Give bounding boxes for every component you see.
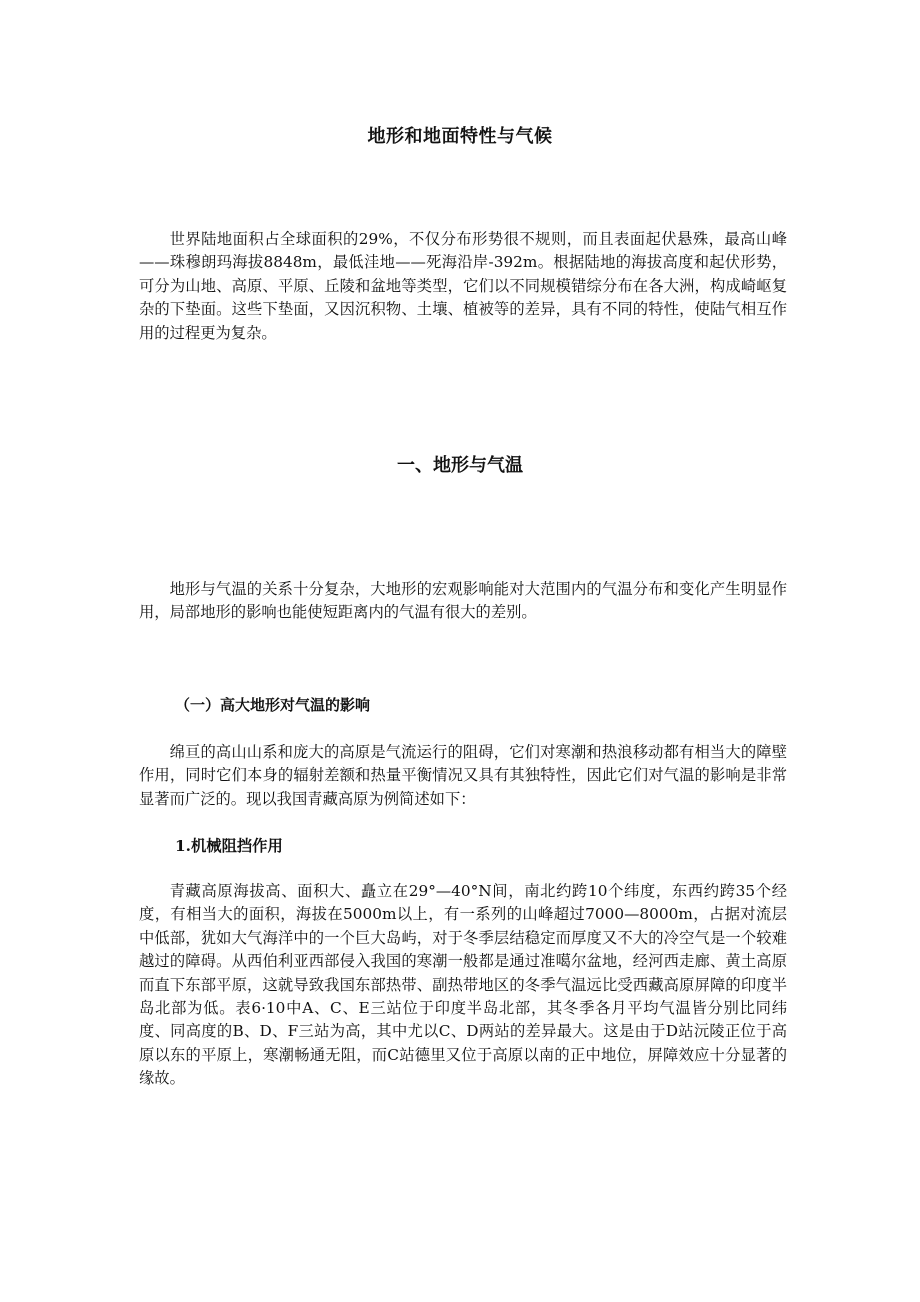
intro-paragraph: 世界陆地面积占全球面积的29%，不仅分布形势很不规则，而且表面起伏悬殊，最高山峰——珠穆朗玛海拔8848m，最低洼地——死海沿岸-392m。根据陆地的海拔高度和起伏形势，可分为山地、高原、平原、丘陵和盆地等类型，它们以不同规模错综分布在各大洲，构成崎岖复杂的下垫面。这些下垫面，又因沉积物、土壤、植被等的差异，具有不同的特性，使陆气相互作用的过程更为复杂。: [139, 230, 787, 342]
subsection-heading: （一）高大地形对气温的影响: [175, 696, 371, 714]
item-heading: 1.机械阻挡作用: [175, 837, 283, 855]
section-paragraph: 地形与气温的关系十分复杂，大地形的宏观影响能对大范围内的气温分布和变化产生明显作用，局部地形的影响也能使短距离内的气温有很大的差别。: [139, 580, 787, 622]
item-paragraph: 青藏高原海拔高、面积大、矗立在29°—40°N间，南北约跨10个纬度，东西约跨35个经度，有相当大的面积，海拔在5000m以上，有一系列的山峰超过7000—8000m，占据对流层中低部，犹如大气海洋中的一个巨大岛屿，对于冬季层结稳定而厚度又不大的冷空气是一个较难越过的障碍。从西伯利亚西部侵入我国的寒潮一般都是通过准噶尔盆地，经河西走廊、黄土高原而直下东部平原，这就导致我国东部热带、副热带地区的冬季气温远比受西藏高原屏障的印度半岛北部为低。表6·10中A、C、E三站位于印度半岛北部，其冬季各月平均气温皆分别比同纬度、同高度的B、D、F三站为高，其中尤以C、D两站的差异最大。这是由于D站沅陵正位于高原以东的平原上，寒潮畅通无阻，而C站德里又位于高原以南的正中地位，屏障效应十分显著的缘故。: [139, 882, 787, 1088]
subsection-paragraph: 绵亘的高山山系和庞大的高原是气流运行的阻碍，它们对寒潮和热浪移动都有相当大的障壁作用，同时它们本身的辐射差额和热量平衡情况又具有其独特性，因此它们对气温的影响是非常显著而广泛的。现以我国青藏高原为例简述如下：: [139, 743, 787, 808]
section-heading: 一、地形与气温: [397, 455, 523, 476]
document-title: 地形和地面特性与气候: [367, 126, 553, 147]
